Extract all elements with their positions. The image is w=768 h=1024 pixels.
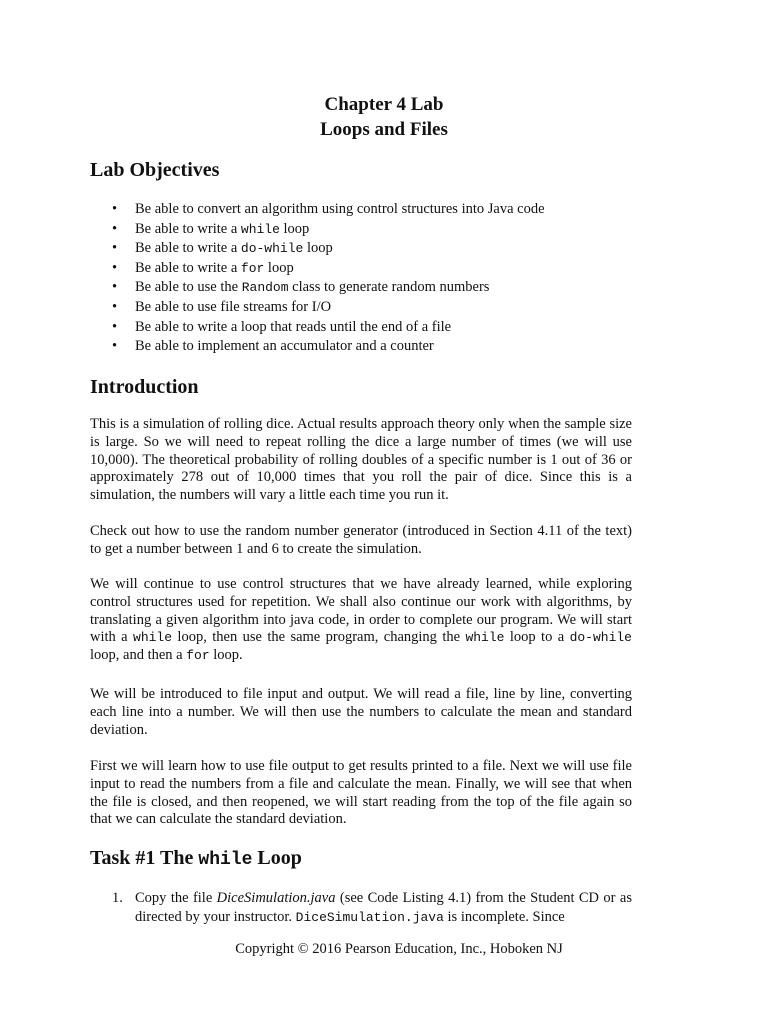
list-item: 1. Copy the file DiceSimulation.java (see Code Listing 4.1) from the Student CD or as directed by your instructor. DiceSimulation.java is incomplete. Since (112, 890, 632, 925)
introduction-heading: Introduction (90, 376, 199, 398)
task-1-steps (90, 889, 632, 927)
inline-code: DiceSimulation.java (295, 909, 444, 925)
inline-code: while (198, 850, 253, 870)
list-item: • Be able to use file streams for I/O (112, 298, 545, 318)
inline-code: while (133, 630, 173, 646)
inline-code: Random (241, 280, 289, 296)
chapter-title: Chapter 4 Lab (324, 94, 444, 115)
page-title (0, 92, 768, 142)
inline-code: do-while (240, 241, 304, 257)
list-item: • Be able to convert an algorithm using control structures into Java code (112, 200, 545, 220)
list-item: • Be able to implement an accumulator and a counter (112, 337, 545, 357)
inline-code: do-while (569, 630, 632, 646)
list-item: • Be able to write a while loop (112, 220, 545, 240)
file-name: DiceSimulation.java (216, 890, 336, 906)
inline-code: while (240, 221, 280, 237)
objectives-list (112, 200, 545, 357)
inline-code: for (240, 260, 265, 276)
list-item: • Be able to write a for loop (112, 259, 545, 279)
copyright-footer: Copyright © 2016 Pearson Education, Inc., Hoboken NJ (235, 941, 563, 957)
intro-paragraph-1: This is a simulation of rolling dice. Actual results approach theory only when the sample size is large. So we will need to repeat rolling the dice a large number of times (we will use 10,000). The theoretical probability of rolling doubles of a specific number is 1 out of 36 or approximately 278 out of 10,000 times that you roll the pair of dice. Since this is a simulation, the numbers will vary a little each time you run it. (90, 416, 632, 504)
list-item: • Be able to write a loop that reads until the end of a file (112, 318, 545, 338)
inline-code: for (186, 648, 210, 664)
lab-subtitle: Loops and Files (320, 119, 448, 140)
intro-paragraph-4: We will be introduced to file input and output. We will read a file, line by line, converting each line into a number. We will then use the numbers to calculate the mean and standard deviation. (90, 686, 632, 738)
intro-paragraph-5: First we will learn how to use file output to get results printed to a file. Next we will use file input to read the numbers from a file and calculate the mean. Finally, we will see that when the file is closed, and then reopened, we will start reading from the top of the file again so that we can calculate the standard deviation. (90, 758, 632, 828)
intro-paragraph-3: We will continue to use control structures that we have already learned, while exploring control structures used for repetition. We shall also continue our work with algorithms, by translating a given algorithm into java code, in order to complete our program. We will start with a while loop, then use the same program, changing the while loop to a do-while loop, and then a for loop. (90, 576, 632, 664)
step-number: 1. (112, 890, 123, 906)
list-item: • Be able to write a do-while loop (112, 239, 545, 259)
inline-code: while (465, 630, 505, 646)
intro-paragraph-2: Check out how to use the random number generator (introduced in Section 4.11 of the text) to get a number between 1 and 6 to create the simulation. (90, 523, 632, 557)
task-1-heading: Task #1 The while Loop (90, 847, 302, 870)
list-item: • Be able to use the Random class to generate random numbers (112, 278, 545, 298)
lab-objectives-heading: Lab Objectives (90, 159, 220, 181)
